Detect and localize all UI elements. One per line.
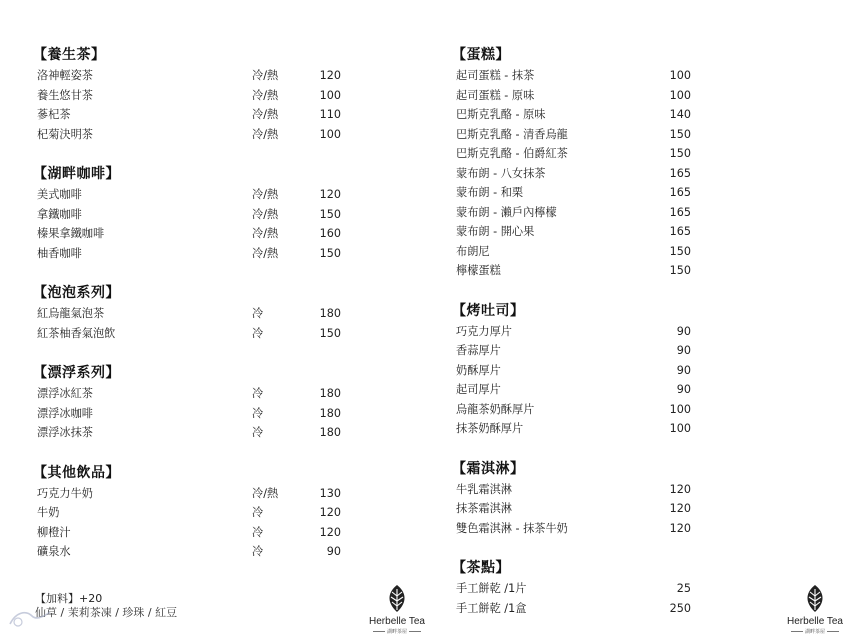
menu-column-right [452, 44, 697, 637]
item-temperature: 冷/熱 [252, 188, 279, 201]
item-temperature: 冷/熱 [252, 108, 279, 121]
item-price: 25 [676, 582, 691, 595]
item-temperature: 冷/熱 [252, 246, 279, 260]
menu-item [452, 599, 697, 619]
item-price: 150 [669, 264, 691, 277]
item-price: 150 [319, 326, 341, 340]
menu-item [33, 324, 353, 344]
menu-item [33, 404, 353, 424]
item-price: 100 [669, 422, 691, 435]
brand-name: Herbelle Tea [787, 616, 843, 627]
leaf-logo-icon [802, 584, 828, 614]
item-name: 漂浮冰紅茶 [37, 387, 93, 400]
menu-item [33, 185, 353, 205]
item-temperature: 冷 [252, 506, 264, 519]
item-name: 蔘杞茶 [37, 108, 71, 121]
menu-item [452, 164, 697, 184]
item-price: 180 [319, 426, 341, 439]
brand-subtitle: 湖畔茶屋 [784, 628, 846, 635]
item-price: 120 [319, 188, 341, 201]
menu-item [452, 203, 697, 223]
menu-item [452, 105, 697, 125]
item-name: 榛果拿鐵咖啡 [37, 227, 105, 240]
item-price: 90 [676, 383, 691, 396]
item-price: 120 [319, 525, 341, 539]
menu-item [452, 341, 697, 361]
menu-item [452, 519, 697, 539]
menu-item [33, 423, 353, 443]
item-name: 杞菊決明茶 [37, 127, 93, 141]
item-name: 巧克力牛奶 [37, 486, 93, 500]
item-name: 紅烏龍氣泡茶 [37, 307, 105, 320]
item-price: 90 [326, 545, 341, 558]
item-price: 150 [669, 147, 691, 160]
section-heading: 【養生茶】 [33, 47, 106, 63]
menu-item [452, 579, 697, 599]
brand-name: Herbelle Tea [369, 616, 425, 627]
item-price: 165 [669, 166, 691, 180]
item-temperature: 冷 [252, 545, 264, 558]
section-heading: 【烤吐司】 [452, 302, 525, 319]
item-name: 雙色霜淇淋 - 抹茶牛奶 [456, 521, 568, 535]
section-heading: 【其他飲品】 [33, 464, 120, 481]
brand-subtitle: 湖畔茶屋 [366, 628, 428, 635]
item-price: 140 [669, 108, 691, 121]
item-name: 手工餅乾 /1盒 [456, 601, 527, 615]
item-name: 洛神輕姿茶 [37, 69, 93, 82]
item-price: 250 [669, 601, 691, 615]
item-name: 奶酥厚片 [456, 363, 501, 377]
menu-item [452, 400, 697, 420]
menu-item [452, 380, 697, 400]
item-temperature: 冷/熱 [252, 486, 279, 500]
item-name: 牛奶 [37, 506, 60, 519]
item-name: 巧克力厚片 [456, 324, 512, 338]
item-temperature: 冷 [252, 307, 264, 320]
menu-section [33, 462, 353, 562]
item-price: 165 [669, 225, 691, 238]
menu-item [452, 499, 697, 519]
item-name: 檸檬蛋糕 [456, 264, 501, 277]
item-price: 100 [669, 69, 691, 82]
menu-item [452, 261, 697, 281]
leaf-logo-icon [384, 584, 410, 614]
section-heading: 【湖畔咖啡】 [33, 166, 120, 182]
item-temperature: 冷 [252, 387, 264, 400]
item-name: 蒙布朗 - 八女抹茶 [456, 166, 546, 180]
item-temperature: 冷/熱 [252, 207, 279, 221]
menu-item [452, 242, 697, 262]
brand-logo-left [366, 584, 428, 635]
item-price: 120 [669, 521, 691, 535]
item-temperature: 冷 [252, 525, 264, 539]
section-heading: 【蛋糕】 [452, 47, 510, 63]
item-price: 130 [319, 486, 341, 500]
menu-item [33, 86, 353, 106]
item-name: 蒙布朗 - 瀨戶內檸檬 [456, 205, 557, 219]
item-price: 180 [319, 307, 341, 320]
item-name: 烏龍茶奶酥厚片 [456, 402, 535, 416]
item-temperature: 冷/熱 [252, 227, 279, 240]
item-temperature: 冷 [252, 406, 264, 420]
section-heading: 【漂浮系列】 [33, 365, 120, 381]
addon-options: 仙草 / 茉莉茶凍 / 珍珠 / 紅豆 [35, 606, 178, 619]
item-price: 180 [319, 387, 341, 400]
item-price: 100 [669, 402, 691, 416]
item-name: 抹茶奶酥厚片 [456, 422, 524, 435]
menu-section [33, 362, 353, 443]
item-temperature: 冷/熱 [252, 127, 279, 141]
item-price: 120 [669, 482, 691, 496]
menu-item [33, 244, 353, 264]
item-name: 巴斯克乳酪 - 清香烏龍 [456, 127, 568, 141]
item-name: 巴斯克乳酪 - 伯爵紅茶 [456, 147, 568, 160]
item-price: 120 [319, 506, 341, 519]
item-name: 漂浮冰抹茶 [37, 426, 93, 439]
menu-section [452, 458, 697, 539]
item-name: 起司蛋糕 - 抹茶 [456, 69, 535, 82]
menu-item [33, 503, 353, 523]
menu-item [452, 361, 697, 381]
item-name: 礦泉水 [37, 545, 71, 558]
item-price: 120 [319, 69, 341, 82]
item-price: 165 [669, 186, 691, 199]
item-price: 100 [319, 88, 341, 102]
item-price: 180 [319, 406, 341, 420]
item-name: 漂浮冰咖啡 [37, 406, 93, 420]
menu-item [452, 322, 697, 342]
item-name: 牛乳霜淇淋 [456, 482, 512, 496]
item-price: 90 [676, 344, 691, 357]
item-price: 120 [669, 502, 691, 515]
section-heading: 【茶點】 [452, 560, 510, 576]
item-name: 手工餅乾 /1片 [456, 582, 527, 595]
item-price: 150 [319, 246, 341, 260]
menu-item [452, 86, 697, 106]
menu-item [452, 183, 697, 203]
item-name: 巴斯克乳酪 - 原味 [456, 108, 546, 121]
brand-logo-right [784, 584, 846, 635]
item-name: 養生悠甘茶 [37, 88, 93, 102]
item-name: 蒙布朗 - 開心果 [456, 225, 535, 238]
menu-item [33, 523, 353, 543]
menu-item [33, 484, 353, 504]
item-price: 90 [676, 363, 691, 377]
addon-note [35, 592, 177, 620]
item-price: 90 [676, 324, 691, 338]
item-name: 起司厚片 [456, 383, 501, 396]
menu-item [33, 384, 353, 404]
menu-item [452, 66, 697, 86]
item-name: 抹茶霜淇淋 [456, 502, 512, 515]
menu-item [33, 125, 353, 145]
menu-section [452, 300, 697, 439]
menu-section [452, 44, 697, 281]
menu-item [452, 480, 697, 500]
item-name: 柚香咖啡 [37, 246, 82, 260]
item-name: 起司蛋糕 - 原味 [456, 88, 535, 102]
item-name: 美式咖啡 [37, 188, 82, 201]
menu-section [452, 557, 697, 618]
menu-item [33, 66, 353, 86]
item-price: 150 [319, 207, 341, 221]
menu-item [452, 125, 697, 145]
menu-item [33, 205, 353, 225]
section-heading: 【泡泡系列】 [33, 285, 120, 301]
menu-section [33, 163, 353, 263]
menu-item [33, 105, 353, 125]
item-price: 160 [319, 227, 341, 240]
menu-item [452, 144, 697, 164]
item-price: 110 [319, 108, 341, 121]
addon-title: 【加料】+20 [35, 592, 103, 605]
menu-section [33, 44, 353, 144]
item-name: 柳橙汁 [37, 525, 71, 539]
item-price: 100 [319, 127, 341, 141]
item-temperature: 冷 [252, 426, 264, 439]
item-name: 香蒜厚片 [456, 344, 501, 357]
item-name: 布朗尼 [456, 244, 490, 258]
item-name: 蒙布朗 - 和栗 [456, 186, 524, 199]
item-price: 150 [669, 244, 691, 258]
menu-item [33, 542, 353, 562]
item-price: 150 [669, 127, 691, 141]
menu-item [452, 222, 697, 242]
item-temperature: 冷 [252, 326, 264, 340]
menu-column-left [33, 44, 353, 581]
item-temperature: 冷/熱 [252, 88, 279, 102]
item-temperature: 冷/熱 [252, 69, 279, 82]
menu-item [33, 224, 353, 244]
item-name: 紅茶柚香氣泡飲 [37, 326, 116, 340]
item-price: 165 [669, 205, 691, 219]
item-name: 拿鐵咖啡 [37, 207, 82, 221]
menu-item [452, 419, 697, 439]
item-price: 100 [669, 88, 691, 102]
menu-section [33, 282, 353, 343]
menu-item [33, 304, 353, 324]
watermark-logo-icon [6, 606, 56, 632]
section-heading: 【霜淇淋】 [452, 460, 525, 477]
